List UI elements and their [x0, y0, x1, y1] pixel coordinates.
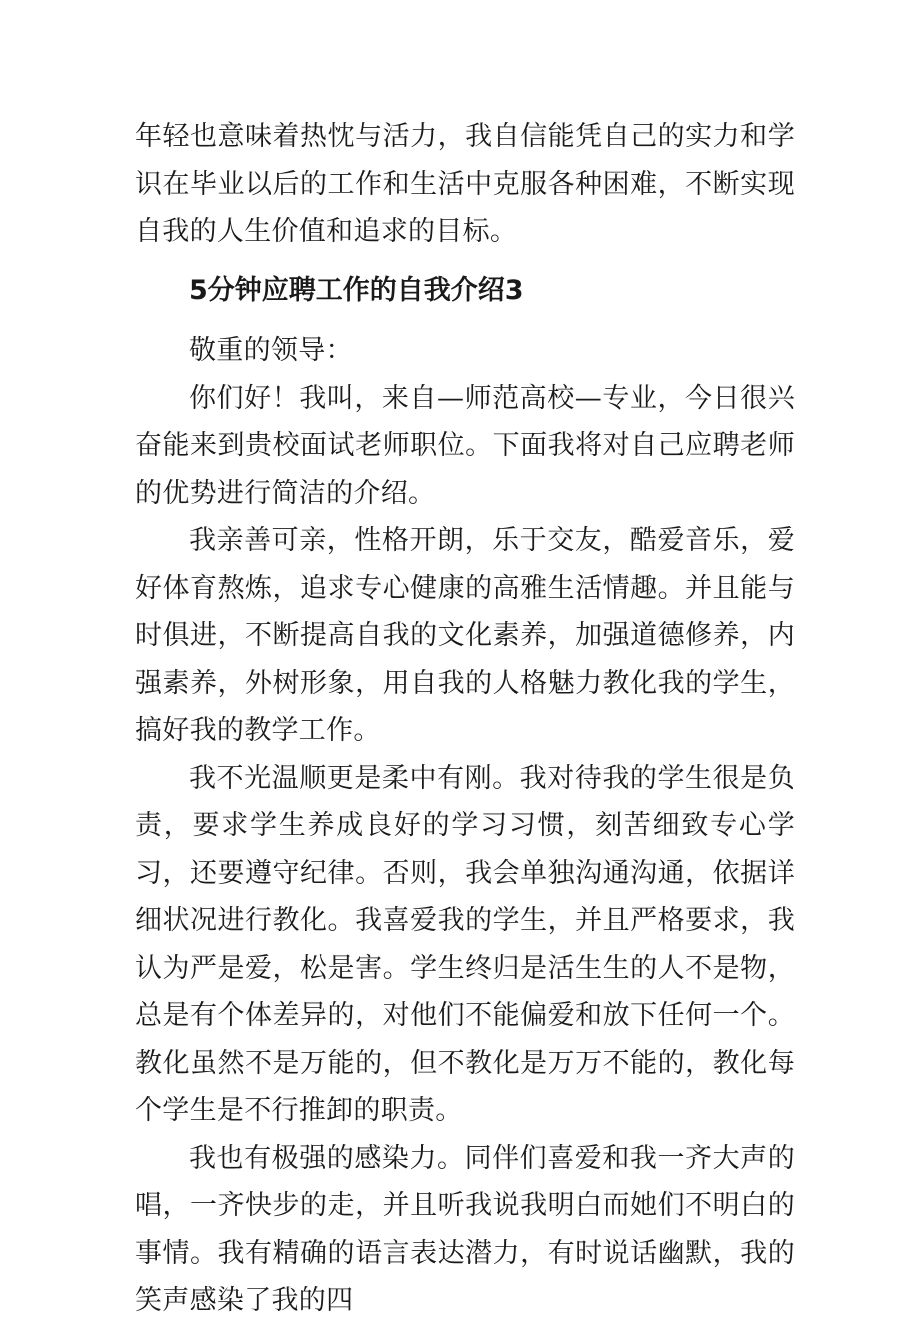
paragraph-teaching: 我不光温顺更是柔中有刚。我对待我的学生很是负责，要求学生养成良好的学习习惯，刻苦细致专心学习，还要遵守纪律。否则，我会单独沟通沟通，依据详细状况进行教化。我喜爱我的学生，并且严格要求，我认为严是爱，松是害。学生终归是活生生的人不是物，总是有个体差异的，对他们不能偏爱和放下任何一个。教化虽然不是万能的，但不教化是万万不能的，教化每个学生是不行推卸的职责。 — [135, 762, 795, 1126]
paragraph-greeting: 你们好！我叫，来自—师范高校—专业，今日很兴奋能来到贵校面试老师职位。下面我将对自己应聘老师的优势进行简洁的介绍。 — [135, 382, 795, 509]
paragraph-intro-tail: 年轻也意味着热忱与活力，我自信能凭自己的实力和学识在毕业以后的工作和生活中克服各种困难，不断实现自我的人生价值和追求的目标。 — [135, 121, 795, 247]
salutation: 敬重的领导： — [189, 335, 353, 366]
document-body — [135, 113, 795, 1325]
section-heading: 5分钟应聘工作的自我介绍3 — [189, 274, 524, 306]
paragraph-personality: 我亲善可亲，性格开朗，乐于交友，酷爱音乐，爱好体育熬炼，追求专心健康的高雅生活情趣。并且能与时俱进，不断提高自我的文化素养，加强道德修养，内强素养，外树形象，用自我的人格魅力教化我的学生，搞好我的教学工作。 — [135, 525, 795, 746]
paragraph-influence: 我也有极强的感染力。同伴们喜爱和我一齐大声的唱，一齐快步的走，并且听我说我明白而她们不明白的事情。我有精确的语言表达潜力，有时说话幽默，我的笑声感染了我的四 — [135, 1142, 795, 1316]
